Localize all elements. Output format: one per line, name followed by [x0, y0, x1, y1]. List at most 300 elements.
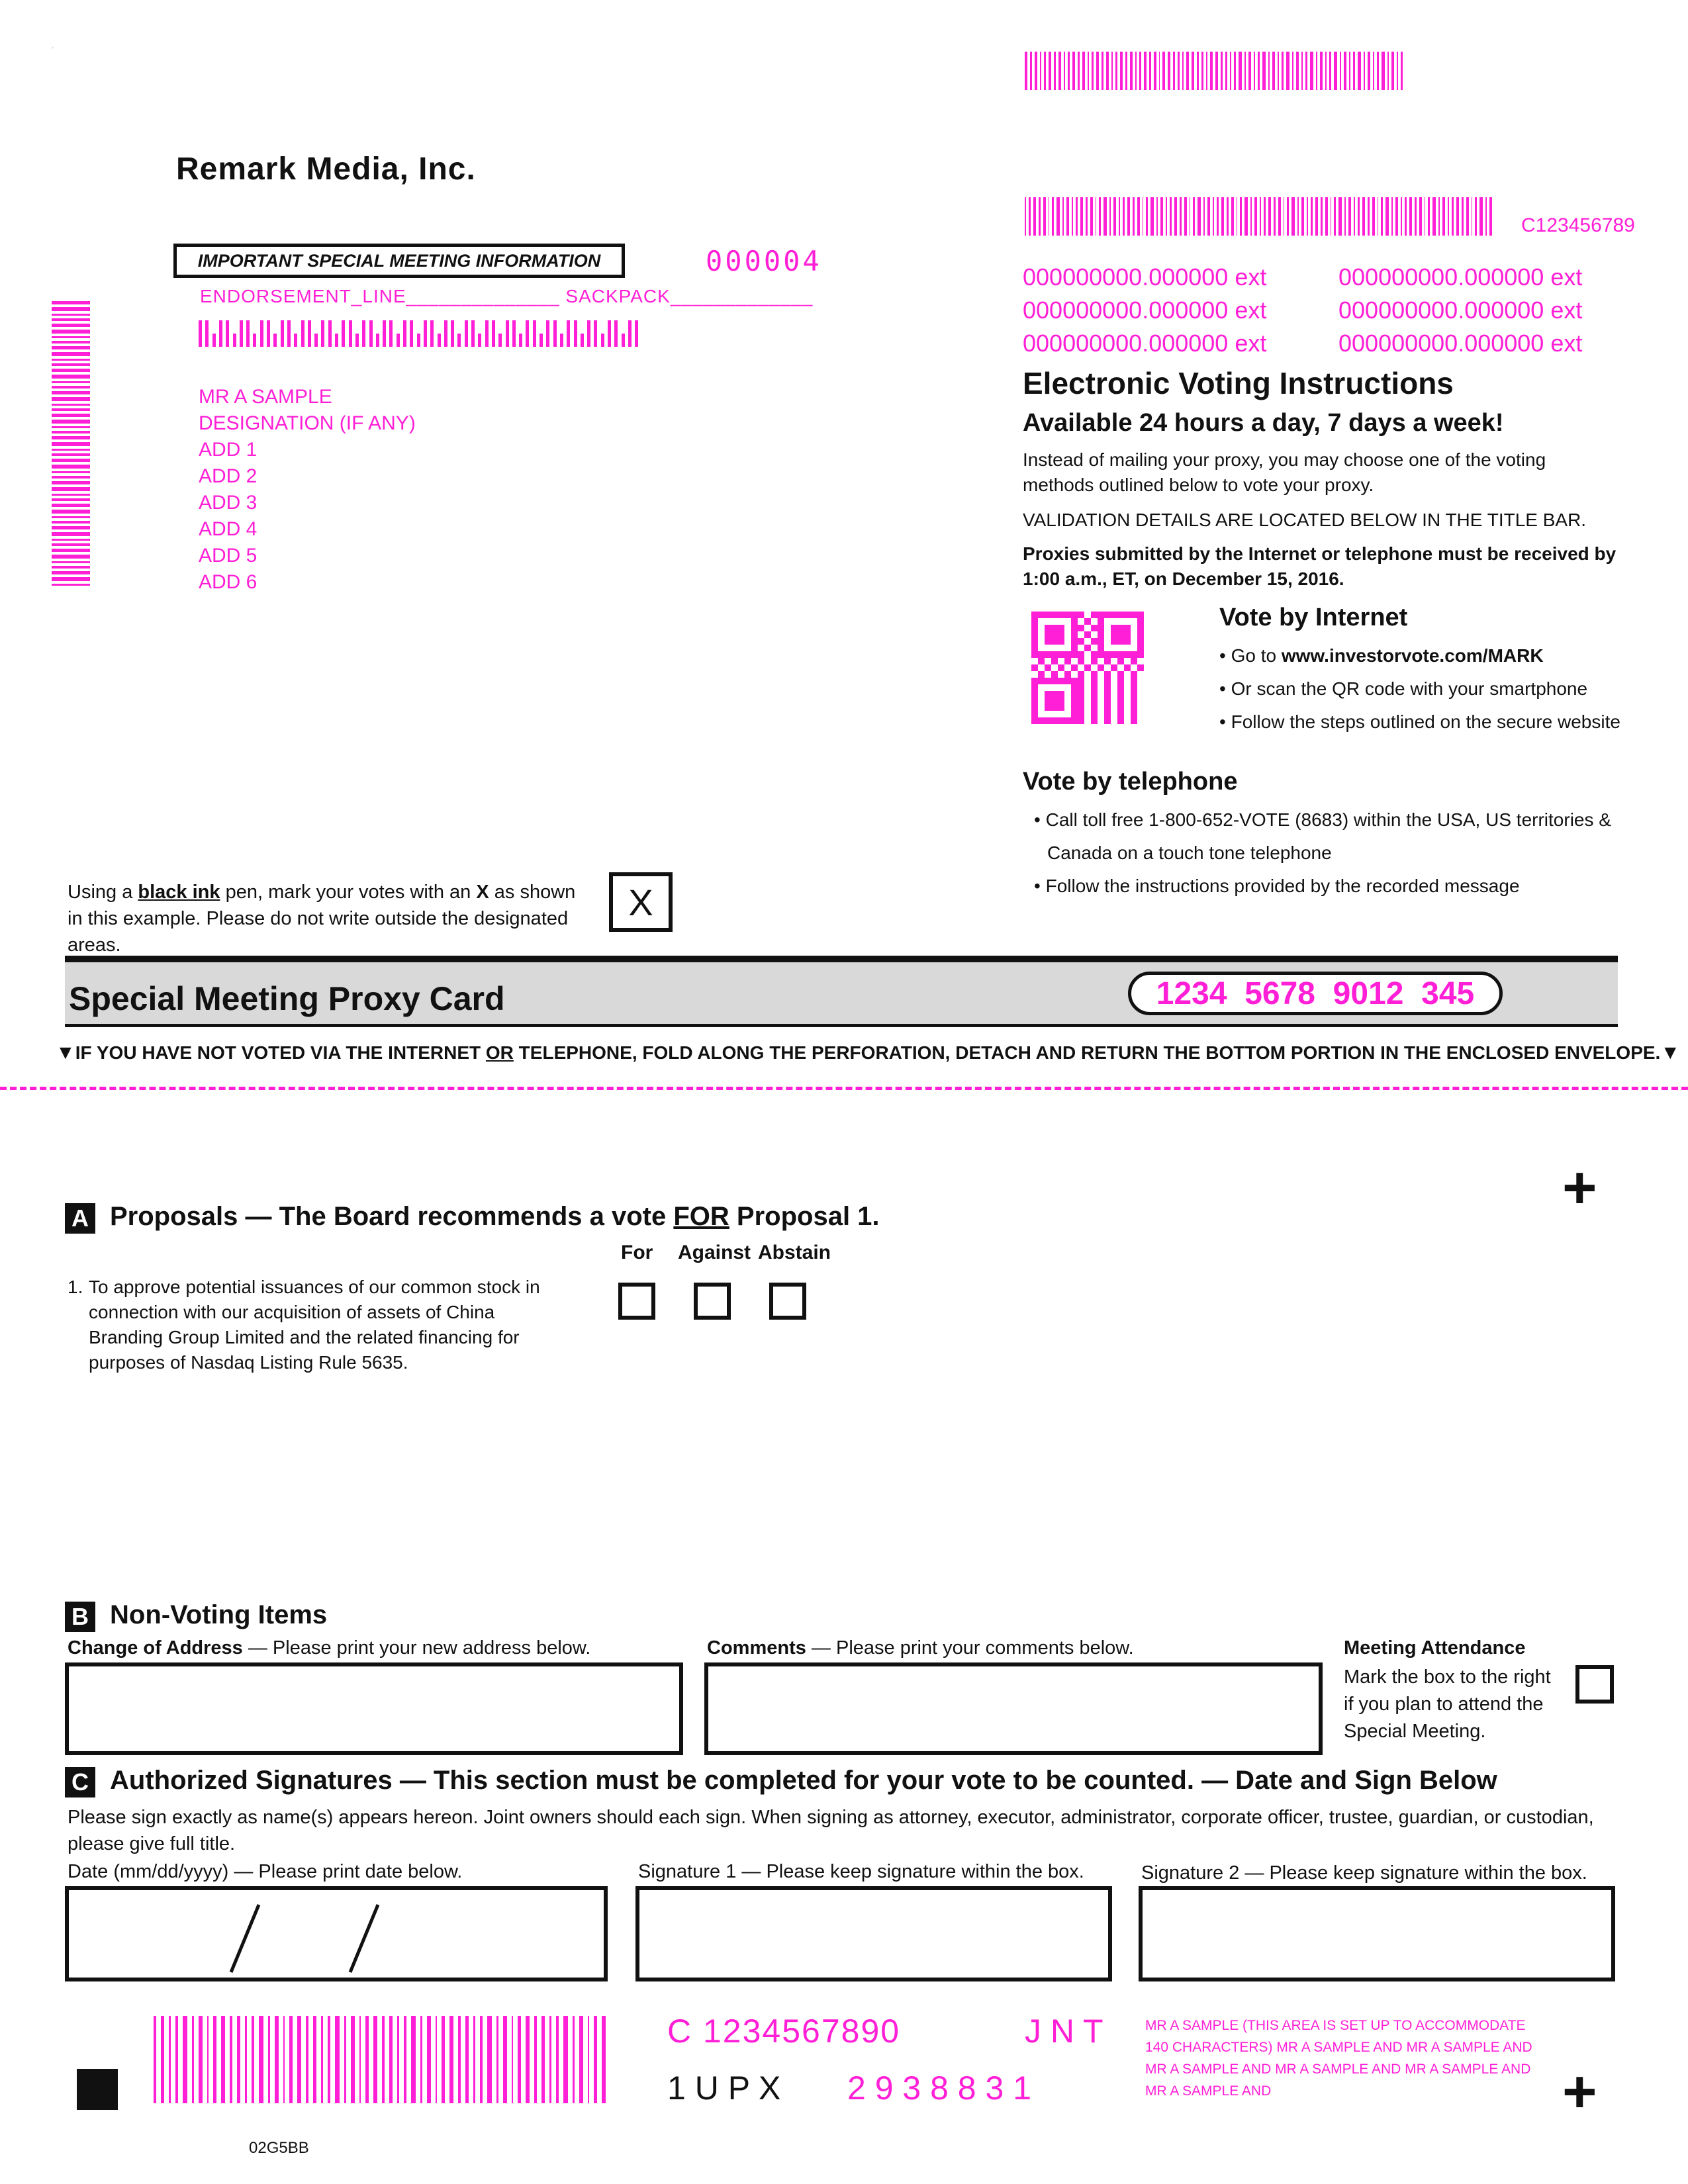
qr-module: [1058, 684, 1064, 691]
postal-bar: [608, 320, 611, 347]
form-code: 02G5BB: [249, 2139, 309, 2157]
registration-plus-icon: +: [1562, 1155, 1597, 1221]
barcode-bar: [563, 2016, 567, 2103]
postal-bar: [594, 320, 597, 347]
vote-url-link[interactable]: www.investorvote.com/MARK: [1281, 645, 1544, 666]
date-field[interactable]: [65, 1886, 608, 1981]
section-b-title: Non-Voting Items: [110, 1600, 328, 1629]
barcode-bar: [389, 2016, 393, 2103]
barcode-bar: [52, 504, 90, 507]
barcode-bar: [436, 2016, 438, 2103]
qr-module: [1131, 638, 1137, 645]
qr-module: [1104, 631, 1111, 638]
barcode-bar: [52, 532, 90, 536]
qr-module: [1064, 664, 1071, 671]
barcode-bar: [213, 2016, 216, 2103]
barcode-bar: [1368, 197, 1369, 236]
postal-bar: [389, 320, 393, 347]
barcode-bar: [252, 2016, 255, 2103]
barcode-bar: [1301, 52, 1303, 90]
qr-module: [1091, 698, 1098, 704]
qr-module: [1124, 684, 1131, 691]
barcode-bar: [52, 375, 90, 379]
date-slash: [231, 1905, 259, 1972]
barcode-bar: [1362, 197, 1365, 236]
qr-module: [1084, 698, 1091, 704]
vote-for-checkbox[interactable]: [618, 1283, 655, 1320]
qr-module: [1131, 658, 1137, 664]
barcode-bar: [1119, 197, 1120, 236]
barcode-bar: [1387, 52, 1389, 90]
barcode-bar: [465, 2016, 469, 2103]
qr-module: [1031, 704, 1038, 711]
barcode-bar: [52, 526, 90, 529]
qr-module: [1064, 618, 1071, 625]
qr-module: [1084, 691, 1091, 698]
barcode-bar: [1035, 52, 1037, 90]
telephone-step: • Follow the instructions provided by the recorded message: [1034, 876, 1520, 896]
postal-bar: [260, 320, 263, 347]
footer-account-code: C 1234567890: [667, 2013, 901, 2050]
barcode-bar: [1315, 197, 1318, 236]
barcode-bar: [52, 346, 90, 349]
qr-module: [1098, 645, 1104, 651]
qr-module: [1058, 618, 1064, 625]
barcode-bar: [1244, 197, 1247, 236]
qr-module: [1124, 645, 1131, 651]
barcode-bar: [52, 494, 90, 496]
barcode-bar: [52, 516, 90, 518]
qr-module: [1137, 698, 1144, 704]
qr-module: [1137, 717, 1144, 724]
barcode-bar: [1082, 52, 1085, 90]
barcode-bar: [602, 2016, 606, 2103]
qr-module: [1084, 664, 1091, 671]
qr-module: [1098, 618, 1104, 625]
barcode-bar: [1039, 197, 1040, 236]
barcode-bar: [1401, 52, 1403, 90]
qr-module: [1124, 691, 1131, 698]
barcode-bar: [52, 369, 90, 372]
barcode-bar: [52, 301, 90, 304]
barcode-bar: [1221, 197, 1224, 236]
barcode-bar: [1391, 52, 1394, 90]
barcode-bar: [1150, 197, 1153, 236]
qr-module: [1071, 717, 1078, 724]
qr-module: [1051, 671, 1058, 678]
qr-module: [1045, 625, 1051, 631]
qr-module: [1071, 671, 1078, 678]
qr-module: [1111, 645, 1117, 651]
barcode-bar: [1334, 197, 1336, 236]
barcode-bar: [207, 2016, 209, 2103]
qr-module: [1038, 638, 1045, 645]
qr-module: [1091, 638, 1098, 645]
qr-module: [1071, 625, 1078, 631]
barcode-bar: [221, 2016, 225, 2103]
qr-module: [1064, 704, 1071, 711]
barcode-bar: [1049, 197, 1050, 236]
fold-text: IF YOU HAVE NOT VOTED VIA THE INTERNET OR TELEPHONE, FOLD ALONG THE PERFORATION, DETACH AND RETURN THE BOTTOM PORTION IN THE ENCLOSED ENVELOPE.: [75, 1042, 1661, 1063]
barcode-bar: [1268, 52, 1270, 90]
postal-bar: [403, 320, 406, 347]
qr-module: [1098, 691, 1104, 698]
barcode-bar: [534, 2016, 537, 2103]
barcode-bar: [1307, 197, 1308, 236]
qr-module: [1104, 717, 1111, 724]
footer-jnt: J N T: [1025, 2013, 1103, 2050]
barcode-bar: [1201, 52, 1204, 90]
barcode-bar: [1287, 197, 1289, 236]
qr-module: [1038, 671, 1045, 678]
qr-module: [1084, 711, 1091, 717]
barcode-bar: [1286, 52, 1289, 90]
registration-square: [77, 2069, 118, 2110]
qr-module: [1058, 717, 1064, 724]
postal-bar: [519, 334, 522, 347]
barcode-bar: [52, 431, 90, 433]
barcode-bar: [1329, 52, 1331, 90]
proxy-card-title: Special Meeting Proxy Card: [69, 980, 505, 1017]
qr-module: [1064, 658, 1071, 664]
postal-bar: [349, 320, 352, 347]
barcode-bar: [1381, 197, 1383, 236]
barcode-bar: [1080, 197, 1083, 236]
qr-module: [1038, 612, 1045, 618]
qr-module: [1084, 638, 1091, 645]
qr-module: [1098, 664, 1104, 671]
qr-module: [1071, 631, 1078, 638]
date-slash: [350, 1905, 378, 1972]
postal-bar: [321, 320, 324, 347]
qr-module: [1091, 618, 1098, 625]
postal-bar: [212, 334, 216, 347]
qr-module: [1051, 638, 1058, 645]
barcode-bar: [1213, 197, 1214, 236]
barcode-bar: [52, 476, 90, 478]
qr-module: [1045, 658, 1051, 664]
qr-module: [1111, 717, 1117, 724]
barcode-bar: [1353, 52, 1355, 90]
barcode-bar: [480, 2016, 483, 2103]
barcode-bar: [1058, 52, 1061, 90]
barcode-bar: [1489, 197, 1492, 236]
barcode-bar: [1092, 52, 1094, 90]
barcode-bar: [1240, 197, 1242, 236]
barcode-bar: [230, 2016, 232, 2103]
qr-module: [1104, 618, 1111, 625]
qr-module: [1078, 711, 1084, 717]
barcode-bar: [1123, 197, 1125, 236]
qr-module: [1098, 684, 1104, 691]
barcode-bar: [52, 341, 90, 343]
signature-1-field[interactable]: [635, 1886, 1112, 1981]
qr-module: [1137, 645, 1144, 651]
vote-abstain-checkbox[interactable]: [769, 1283, 806, 1320]
qr-module: [1045, 612, 1051, 618]
qr-module: [1124, 671, 1131, 678]
qr-module: [1031, 658, 1038, 664]
qr-module: [1104, 704, 1111, 711]
barcode-bar: [306, 2016, 308, 2103]
ext-code: 000000000.000000 ext: [1023, 296, 1267, 324]
barcode-bar: [52, 539, 90, 541]
postal-bar: [539, 334, 543, 347]
comments-field[interactable]: [704, 1662, 1323, 1755]
postal-bar: [253, 334, 256, 347]
fold-instruction: [56, 1042, 1681, 1064]
qr-module: [1098, 711, 1104, 717]
qr-module: [1051, 684, 1058, 691]
qr-module: [1078, 691, 1084, 698]
barcode-bar: [473, 2016, 475, 2103]
barcode-bar: [1428, 197, 1430, 236]
proposal-1: [68, 1275, 544, 1375]
barcode-bar: [1325, 197, 1328, 236]
barcode-bar: [1485, 197, 1487, 236]
barcode-bar: [52, 414, 90, 417]
barcode-bar: [359, 2016, 361, 2103]
barcode-bar: [1231, 197, 1234, 236]
qr-module: [1031, 651, 1038, 658]
barcode-bar: [1262, 52, 1265, 90]
barcode-bar: [397, 2016, 399, 2103]
barcode-bar: [1111, 52, 1113, 90]
barcode-bar: [1282, 52, 1284, 90]
qr-module: [1084, 684, 1091, 691]
qr-module: [1117, 638, 1124, 645]
address-line: ADD 6: [199, 571, 258, 593]
mark-instruction: Using a black ink pen, mark your votes with an X as shown in this example. Please do not write outside the designated areas.: [68, 882, 576, 956]
qr-module: [1124, 711, 1131, 717]
meeting-attendance-checkbox[interactable]: [1575, 1665, 1614, 1704]
qr-module: [1064, 691, 1071, 698]
company-name: Remark Media, Inc.: [176, 152, 476, 187]
example-mark-box: [609, 872, 673, 932]
qr-module: [1124, 717, 1131, 724]
barcode-bar: [52, 498, 90, 501]
barcode-bar: [1088, 52, 1089, 90]
qr-module: [1038, 704, 1045, 711]
postal-bar: [478, 334, 481, 347]
column-against: Against: [678, 1242, 751, 1263]
barcode-bar: [1149, 52, 1151, 90]
barcode-bar: [52, 549, 90, 552]
qr-module: [1071, 645, 1078, 651]
barcode-bar: [1227, 197, 1228, 236]
barcode-bar: [404, 2016, 407, 2103]
qr-module: [1078, 631, 1084, 638]
barcode-bar: [1106, 52, 1109, 90]
qr-module: [1078, 638, 1084, 645]
barcode-bar: [1358, 52, 1360, 90]
qr-module: [1137, 664, 1144, 671]
address-line: ADD 2: [199, 465, 258, 487]
qr-module: [1058, 698, 1064, 704]
barcode-bar: [52, 352, 90, 356]
barcode-bar: [52, 404, 90, 406]
qr-module: [1058, 664, 1064, 671]
barcode-bar: [503, 2016, 506, 2103]
barcode-bar: [1160, 197, 1163, 236]
barcode-bar: [1170, 197, 1172, 236]
barcode-bar: [1297, 197, 1299, 236]
qr-module: [1038, 717, 1045, 724]
postal-bar: [628, 320, 632, 347]
signature-2-field[interactable]: [1139, 1886, 1615, 1981]
evi-title: Electronic Voting Instructions: [1023, 366, 1454, 400]
perforation-line[interactable]: [0, 1087, 1688, 1090]
barcode-bar: [52, 487, 90, 491]
qr-module: [1098, 717, 1104, 724]
barcode-bar: [1284, 197, 1285, 236]
barcode-bar: [573, 2016, 575, 2103]
barcode-bar: [1358, 197, 1360, 236]
telephone-steps: [1034, 803, 1630, 903]
qr-module: [1071, 691, 1078, 698]
qr-module: [1071, 618, 1078, 625]
vote-against-checkbox[interactable]: [694, 1283, 731, 1320]
qr-module: [1098, 698, 1104, 704]
barcode-bar: [52, 381, 90, 383]
qr-module: [1045, 664, 1051, 671]
qr-module: [1124, 612, 1131, 618]
qr-module: [1117, 678, 1124, 684]
postal-bar: [355, 334, 359, 347]
qr-module: [1045, 678, 1051, 684]
qr-module: [1051, 631, 1058, 638]
qr-module: [1104, 671, 1111, 678]
barcode-bar: [237, 2016, 240, 2103]
barcode-bar: [1030, 52, 1032, 90]
qr-module: [1058, 678, 1064, 684]
barcode-bar: [1409, 197, 1412, 236]
qr-module: [1064, 698, 1071, 704]
proposal-text: To approve potential issuances of our common stock in connection with our acquisition of assets of China Branding Group Limited and the related financing for purposes of Nasdaq Listing Rule 5635.: [89, 1277, 540, 1373]
qr-module: [1078, 684, 1084, 691]
qr-module: [1084, 612, 1091, 618]
barcode-bar: [313, 2016, 316, 2103]
qr-module: [1058, 645, 1064, 651]
barcode-bar: [1230, 52, 1231, 90]
barcode-bar: [52, 330, 90, 334]
qr-module: [1051, 698, 1058, 704]
barcode-bar: [1044, 52, 1046, 90]
qr-module: [1064, 638, 1071, 645]
postal-bar: [417, 334, 420, 347]
barcode-bar: [52, 408, 90, 411]
date-separators: [69, 1890, 604, 1978]
section-c-letter: C: [65, 1767, 95, 1797]
important-label: IMPORTANT SPECIAL MEETING INFORMATION: [197, 250, 601, 271]
qr-module: [1058, 691, 1064, 698]
postal-bar: [430, 320, 434, 347]
ext-codes-left: [1023, 261, 1266, 360]
qr-module: [1131, 645, 1137, 651]
qr-module: [1131, 704, 1137, 711]
qr-module: [1124, 651, 1131, 658]
barcode-bar: [1086, 197, 1087, 236]
postal-bar: [205, 320, 209, 347]
barcode-bar: [1466, 197, 1469, 236]
postal-bar: [240, 320, 243, 347]
postal-barcode: [199, 320, 649, 348]
barcode-bar: [289, 2016, 293, 2103]
barcode-bar: [1193, 197, 1195, 236]
barcode-bar: [1025, 197, 1026, 236]
meeting-attendance-title: Meeting Attendance: [1344, 1637, 1526, 1659]
barcode-bar: [1156, 197, 1158, 236]
barcode-bar: [1237, 197, 1238, 236]
qr-module: [1131, 671, 1137, 678]
qr-module: [1111, 711, 1117, 717]
barcode-bar: [526, 2016, 530, 2103]
qr-module: [1131, 612, 1137, 618]
qr-module: [1084, 625, 1091, 631]
qr-code: [1031, 612, 1144, 724]
barcode-bar: [1040, 52, 1041, 90]
qr-module: [1031, 698, 1038, 704]
barcode-bar: [1072, 52, 1075, 90]
qr-module: [1078, 678, 1084, 684]
qr-module: [1131, 664, 1137, 671]
barcode-bar: [192, 2016, 195, 2103]
qr-module: [1104, 638, 1111, 645]
barcode-bar: [1331, 197, 1332, 236]
qr-module: [1124, 618, 1131, 625]
qr-module: [1071, 612, 1078, 618]
postal-bar: [199, 320, 202, 347]
barcode-bar: [1364, 52, 1366, 90]
barcode-bar: [52, 324, 90, 327]
barcode-bar: [1456, 197, 1459, 236]
qr-module: [1137, 651, 1144, 658]
postal-bar: [546, 320, 549, 347]
barcode-bar: [1154, 52, 1156, 90]
qr-module: [1117, 711, 1124, 717]
barcode-bar: [1278, 197, 1281, 236]
barcode-bar: [1250, 197, 1252, 236]
postal-bar: [574, 320, 577, 347]
qr-module: [1091, 711, 1098, 717]
qr-module: [1078, 618, 1084, 625]
barcode-bar: [1078, 52, 1080, 90]
qr-module: [1117, 612, 1124, 618]
barcode-bar: [1321, 197, 1322, 236]
barcode-bar: [1182, 52, 1184, 90]
qr-module: [1098, 678, 1104, 684]
barcode-bar: [52, 459, 90, 462]
control-number: 1234 5678 9012 345: [1128, 972, 1503, 1015]
barcode-bar: [1248, 52, 1251, 90]
barcode-bar: [1043, 197, 1046, 236]
postal-bar: [219, 320, 222, 347]
barcode-bar: [1325, 52, 1327, 90]
barcode-bar: [259, 2016, 263, 2103]
barcode-bar: [1372, 197, 1375, 236]
qr-module: [1137, 658, 1144, 664]
qr-module: [1058, 658, 1064, 664]
qr-module: [1111, 612, 1117, 618]
barcode-bar: [52, 510, 90, 514]
postal-bar: [485, 320, 489, 347]
qr-module: [1137, 618, 1144, 625]
qr-module: [1124, 625, 1131, 631]
qr-module: [1031, 684, 1038, 691]
change-of-address-field[interactable]: [65, 1662, 683, 1755]
postal-bar: [553, 320, 557, 347]
qr-module: [1131, 625, 1137, 631]
